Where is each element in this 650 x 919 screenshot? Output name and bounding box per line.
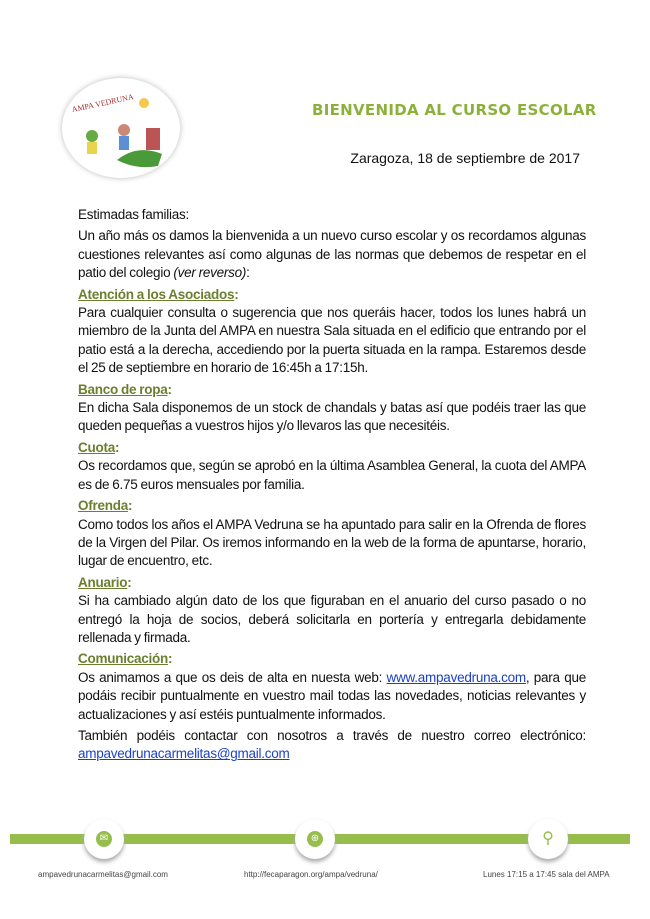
section-cuota: Cuota: Os recordamos que, según se aprobó en la última Asamblea General, la cuota del AMPA es de 6.75 euros mensuales por familia.	[78, 439, 586, 494]
section-ofrenda: Ofrenda: Como todos los años el AMPA Vedruna se ha apuntado para salir en la Ofrenda de flores de la Virgen del Pilar. Os iremos informando en la web de la forma de apuntarse, horario, lugar de encuentro, etc.	[78, 497, 586, 571]
intro-paragraph	[78, 227, 586, 282]
document-date: Zaragoza, 18 de septiembre de 2017	[350, 150, 580, 166]
section-text: Para cualquier consulta o sugerencia que nos queráis hacer, todos los lunes habrá un miembro de la Junta del AMPA en nuestra Sala situada en el edificio que entrando por el patio está a la derecha, accediendo por la puerta situada en la rampa. Estaremos desde el 25 de septiembre en horario de 16:45h a 17:15h.	[78, 305, 586, 376]
section-heading: Atención a los Asociados	[78, 286, 235, 302]
footer-location-badge	[528, 819, 568, 859]
footer-schedule: Lunes 17:15 a 17:45 sala del AMPA	[483, 870, 610, 879]
text-before: Os animamos a que os deis de alta en nuesta web:	[78, 669, 387, 685]
footer-web: http://fecaparagon.org/ampa/vedruna/	[244, 870, 378, 879]
document-title: BIENVENIDA AL CURSO ESCOLAR	[312, 101, 597, 119]
section-comunicacion: Comunicación: Os animamos a que os deis de alta en nuesta web: www.ampavedruna.com, para que podáis recibir puntualmente en vuestro mail todas las novedades, noticias relevantes y actualizaciones y así estéis puntualmente informados.	[78, 650, 586, 724]
location-pin-icon: ⚲	[542, 830, 554, 847]
contact-paragraph	[78, 727, 586, 764]
section-text	[78, 669, 586, 724]
intro-italic: (ver reverso)	[173, 265, 247, 281]
text-after: , para que podáis recibir puntualmente en vuestro mail todas las novedades, noticias relevantes y actualizaciones y así estéis puntualmente informados.	[78, 669, 587, 722]
section-anuario: Anuario: Si ha cambiado algún dato de los que figuraban en el anuario del curso pasado o no entregó la hoja de socios, deberá solicitarla en portería y entregarla debidamente rellenada y firmada.	[78, 574, 586, 648]
section-heading: Ofrenda	[78, 498, 129, 514]
footer-email: ampavedrunacarmelitas@gmail.com	[38, 870, 168, 879]
intro-end: :	[246, 265, 250, 281]
section-heading: Comunicación	[78, 651, 169, 667]
greeting: Estimadas familias:	[78, 207, 190, 222]
section-banco-ropa: Banco de ropa: En dicha Sala disponemos de un stock de chandals y batas así que podéis traer las que queden pequeñas a vuestros hijos y/o llevaros las que necesitéis.	[78, 381, 586, 436]
section-asociados: Atención a los Asociados: Para cualquier consulta o sugerencia que nos queráis hacer, todos los lunes habrá un miembro de la Junta del AMPA en nuestra Sala situada en el edificio que entrando por el patio está a la derecha, accediendo por la puerta situada en la rampa. Estaremos desde el 25 de septiembre en horario de 16:45h a 17:15h.	[78, 286, 586, 378]
globe-icon: ⊕	[307, 831, 323, 847]
letter-body	[78, 206, 586, 767]
section-heading: Banco de ropa	[78, 381, 168, 397]
intro-text: Un año más os damos la bienvenida a un nuevo curso escolar y os recordamos algunas cuestiones relevantes así como algunas de las normas que debemos de respetar en el patio del colegio	[78, 228, 586, 281]
website-link[interactable]: www.ampavedruna.com	[386, 669, 526, 685]
section-heading: Anuario	[78, 574, 128, 590]
section-text: En dicha Sala disponemos de un stock de chandals y batas así que podéis traer las que queden pequeñas a vuestros hijos y/o llevaros las que necesitéis.	[78, 400, 586, 434]
footer-web-badge	[295, 819, 335, 859]
svg-text:AMPA VEDRUNA: AMPA VEDRUNA	[70, 92, 135, 115]
section-text: Como todos los años el AMPA Vedruna se ha apuntado para salir en la Ofrenda de flores de la Virgen del Pilar. Os iremos informando en la web de la forma de apuntarse, horario, lugar de encuentro, etc.	[78, 516, 586, 569]
footer-email-badge	[84, 819, 124, 859]
section-text: Si ha cambiado algún dato de los que figuraban en el anuario del curso pasado o no entregó la hoja de socios, deberá solicitarla en portería y entregarla debidamente rellenada y firmada.	[78, 593, 586, 645]
section-heading: Cuota	[78, 439, 115, 455]
email-link[interactable]: ampavedrunacarmelitas@gmail.com	[78, 746, 290, 762]
contact-text: También podéis contactar con nosotros a través de nuestro correo electrónico:	[78, 727, 586, 743]
ampa-vedruna-logo	[62, 78, 180, 178]
section-text: Os recordamos que, según se aprobó en la última Asamblea General, la cuota del AMPA es de 6.75 euros mensuales por familia.	[78, 458, 586, 492]
mail-icon: ✉	[96, 831, 112, 847]
